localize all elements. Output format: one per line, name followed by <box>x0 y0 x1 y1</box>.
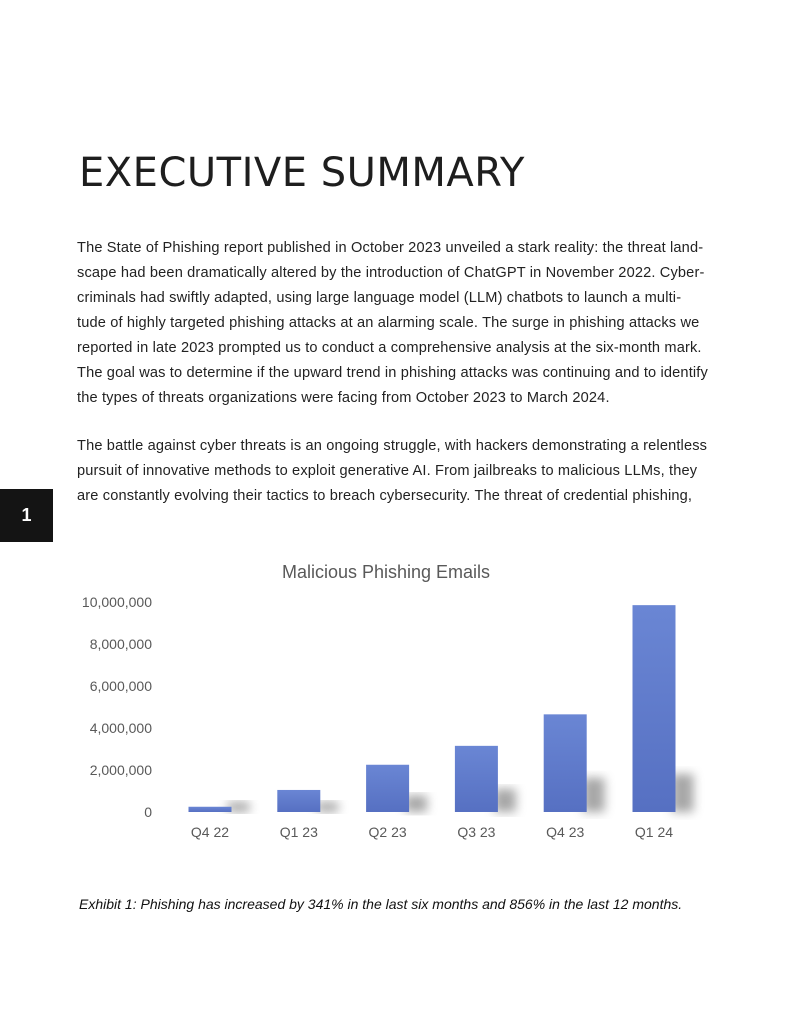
exhibit-caption: Exhibit 1: Phishing has increased by 341% in the last six months and 856% in the last 12 months. <box>79 896 683 912</box>
y-tick-label: 2,000,000 <box>89 762 152 778</box>
x-tick-label: Q2 23 <box>368 824 407 840</box>
paragraph-line: The State of Phishing report published in October 2023 unveiled a stark reality: the threat land- <box>77 240 704 256</box>
paragraph-line: tude of highly targeted phishing attacks at an alarming scale. The surge in phishing attacks we <box>77 315 700 331</box>
y-tick-label: 10,000,000 <box>81 594 152 610</box>
chart-title: Malicious Phishing Emails <box>281 562 491 582</box>
second-paragraph <box>77 434 729 509</box>
paragraph-line: the types of threats organizations were facing from October 2023 to March 2024. <box>77 390 610 406</box>
paragraph-line: criminals had swiftly adapted, using large language model (LLM) chatbots to launch a multi- <box>77 290 682 306</box>
paragraph-line: The battle against cyber threats is an ongoing struggle, with hackers demonstrating a relentless <box>77 438 708 454</box>
x-axis <box>191 824 673 840</box>
bar-chart-svg <box>0 550 800 850</box>
paragraph-line: scape had been dramatically altered by the introduction of ChatGPT in November 2022. Cyber- <box>77 265 705 281</box>
phishing-emails-chart <box>0 550 800 850</box>
bar-q3-23 <box>455 746 498 812</box>
bar-q1-24 <box>633 605 676 812</box>
bar-q4-23 <box>544 714 587 812</box>
y-tick-label: 4,000,000 <box>89 720 152 736</box>
bar-q1-23 <box>277 790 320 812</box>
x-tick-label: Q1 24 <box>634 824 674 840</box>
bar-q4-22 <box>189 807 232 812</box>
page-number-tab <box>0 489 53 542</box>
y-tick-label: 0 <box>144 804 152 820</box>
x-tick-label: Q3 23 <box>457 824 496 840</box>
intro-paragraph <box>77 236 729 411</box>
x-tick-label: Q4 22 <box>190 824 230 840</box>
paragraph-line: The goal was to determine if the upward trend in phishing attacks was continuing and to identify <box>77 365 708 381</box>
paragraph-line: pursuit of innovative methods to exploit generative AI. From jailbreaks to malicious LLMs, they <box>77 463 698 479</box>
y-tick-label: 6,000,000 <box>89 678 152 694</box>
bar-q2-23 <box>366 765 409 812</box>
x-tick-label: Q4 23 <box>546 824 585 840</box>
paragraph-line: are constantly evolving their tactics to breach cybersecurity. The threat of credential phishing, <box>77 488 693 504</box>
y-tick-label: 8,000,000 <box>89 636 152 652</box>
page-title: EXECUTIVE SUMMARY <box>79 150 525 196</box>
paragraph-line: reported in late 2023 prompted us to conduct a comprehensive analysis at the six-month mark. <box>77 340 702 356</box>
page-number: 1 <box>21 505 32 525</box>
y-axis <box>82 594 152 820</box>
x-tick-label: Q1 23 <box>279 824 318 840</box>
